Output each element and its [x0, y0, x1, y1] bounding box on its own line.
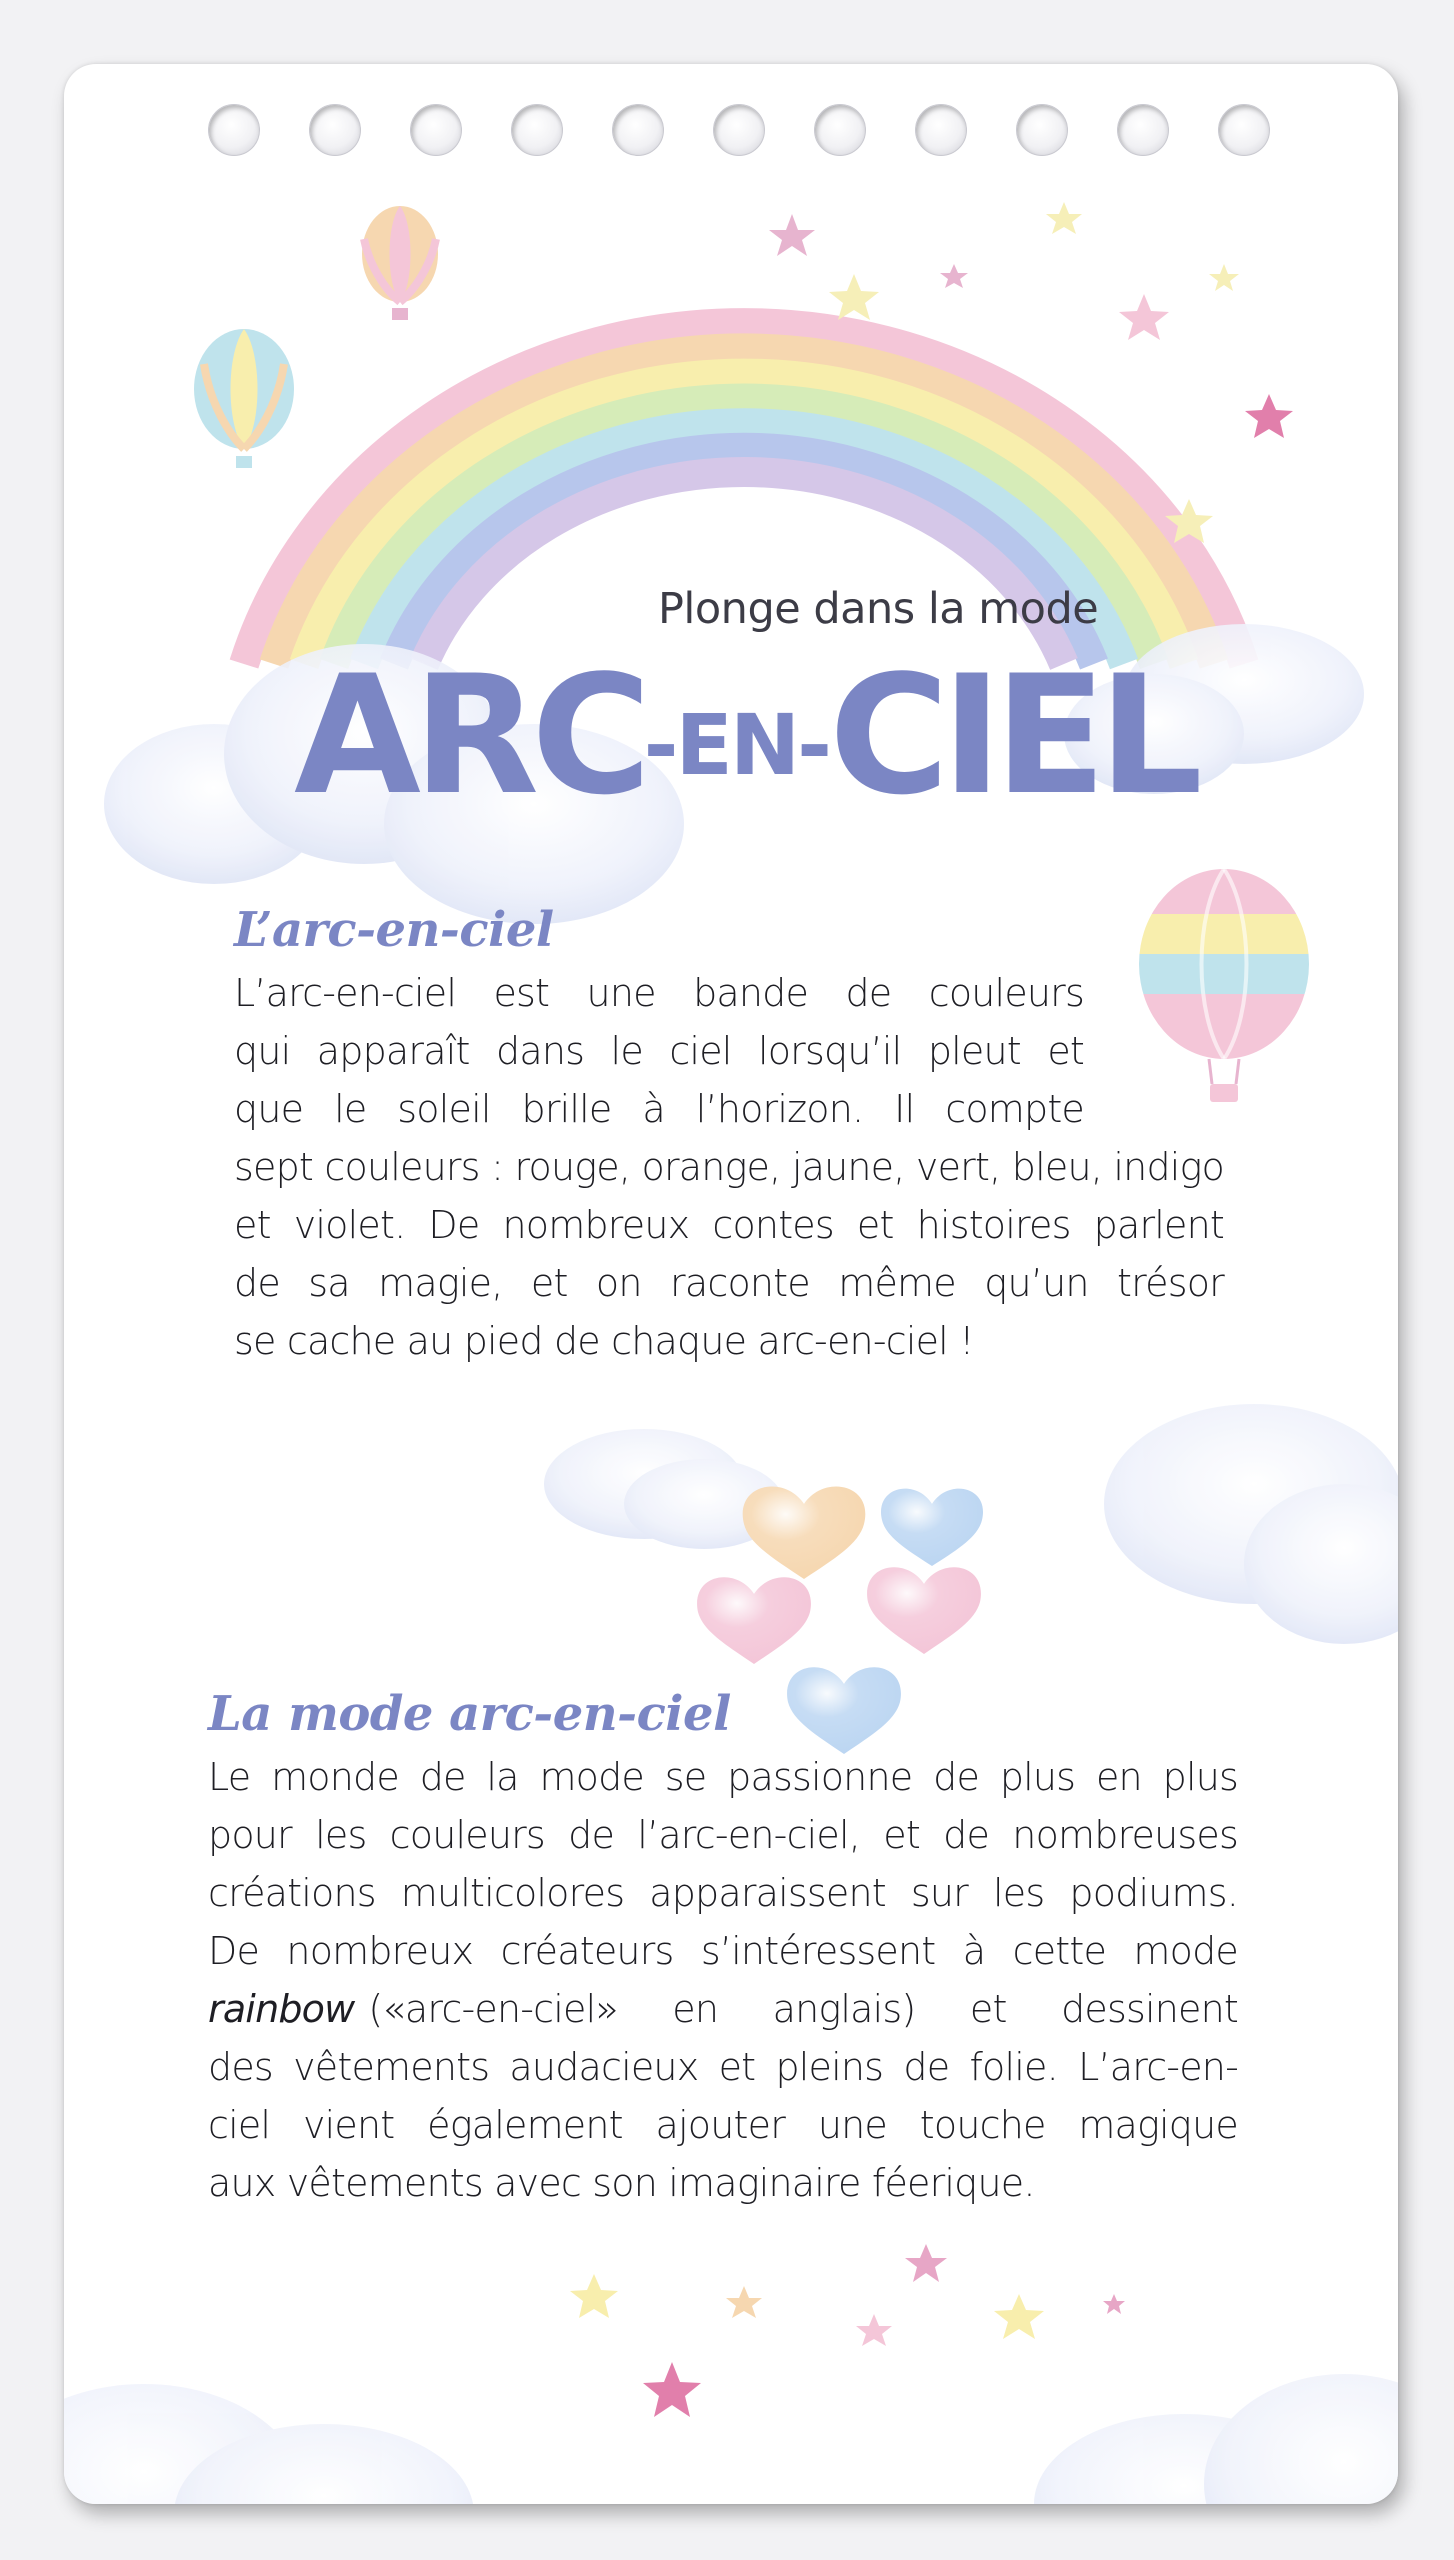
paragraph-line: [208, 1980, 1238, 2038]
paragraph-line: ciel vient également ajouter une touche magique: [208, 2103, 1238, 2147]
paragraph-line: sept couleurs : rouge, orange, jaune, vert, bleu, indigo: [234, 1145, 1224, 1189]
paragraph-line: aux vêtements avec son imaginaire féerique.: [208, 2161, 1035, 2205]
paragraph-line: et violet. De nombreux contes et histoires parlent: [234, 1203, 1224, 1247]
page-title: [294, 640, 1294, 831]
paragraph-line: qui apparaît dans le ciel lorsqu’il pleut et: [234, 1029, 1084, 1073]
title-part: CIEL: [829, 640, 1195, 831]
paragraph-line-rest: («arc-en-ciel» en anglais) et dessinent: [368, 1987, 1238, 2031]
heart-balloon-icon: [787, 1667, 901, 1754]
hot-air-balloon-icon: [194, 329, 294, 468]
section-heading: L’arc-en-ciel: [234, 902, 554, 958]
section-heading: La mode arc-en-ciel: [208, 1686, 731, 1742]
paragraph-line: créations multicolores apparaissent sur les podiums.: [208, 1871, 1238, 1915]
paragraph-line: pour les couleurs de l’arc-en-ciel, et de nombreuses: [208, 1813, 1238, 1857]
paragraph-line: L’arc-en-ciel est une bande de couleurs: [234, 971, 1084, 1015]
paragraph-line: que le soleil brille à l’horizon. Il compte: [234, 1087, 1084, 1131]
paragraph-line: Le monde de la mode se passionne de plus en plus: [208, 1755, 1238, 1799]
heart-balloon-icon: [881, 1489, 983, 1566]
italic-word: rainbow: [208, 1987, 355, 2031]
title-part: -EN-: [643, 696, 829, 794]
paragraph-line: des vêtements audacieux et pleins de folie. L’arc-en-: [208, 2045, 1238, 2089]
paragraph-line: de sa magie, et on raconte même qu’un trésor: [234, 1261, 1224, 1305]
heart-balloon-icon: [867, 1567, 981, 1654]
cloud-icon: [64, 2374, 1398, 2504]
heart-balloon-icon: [697, 1577, 811, 1664]
paragraph-line: se cache au pied de chaque arc-en-ciel !: [234, 1319, 974, 1363]
section-paragraph: [234, 964, 1224, 1370]
star-icon: [570, 2244, 1125, 2417]
heart-balloon-icon: [743, 1487, 866, 1579]
page-card: [64, 64, 1398, 2504]
section-paragraph: [208, 1748, 1238, 2212]
hot-air-balloon-icon: [362, 206, 438, 320]
paragraph-line: De nombreux créateurs s’intéressent à cette mode: [208, 1929, 1238, 1973]
page-subtitle: Plonge dans la mode: [658, 584, 1099, 634]
title-part: ARC: [294, 640, 644, 831]
